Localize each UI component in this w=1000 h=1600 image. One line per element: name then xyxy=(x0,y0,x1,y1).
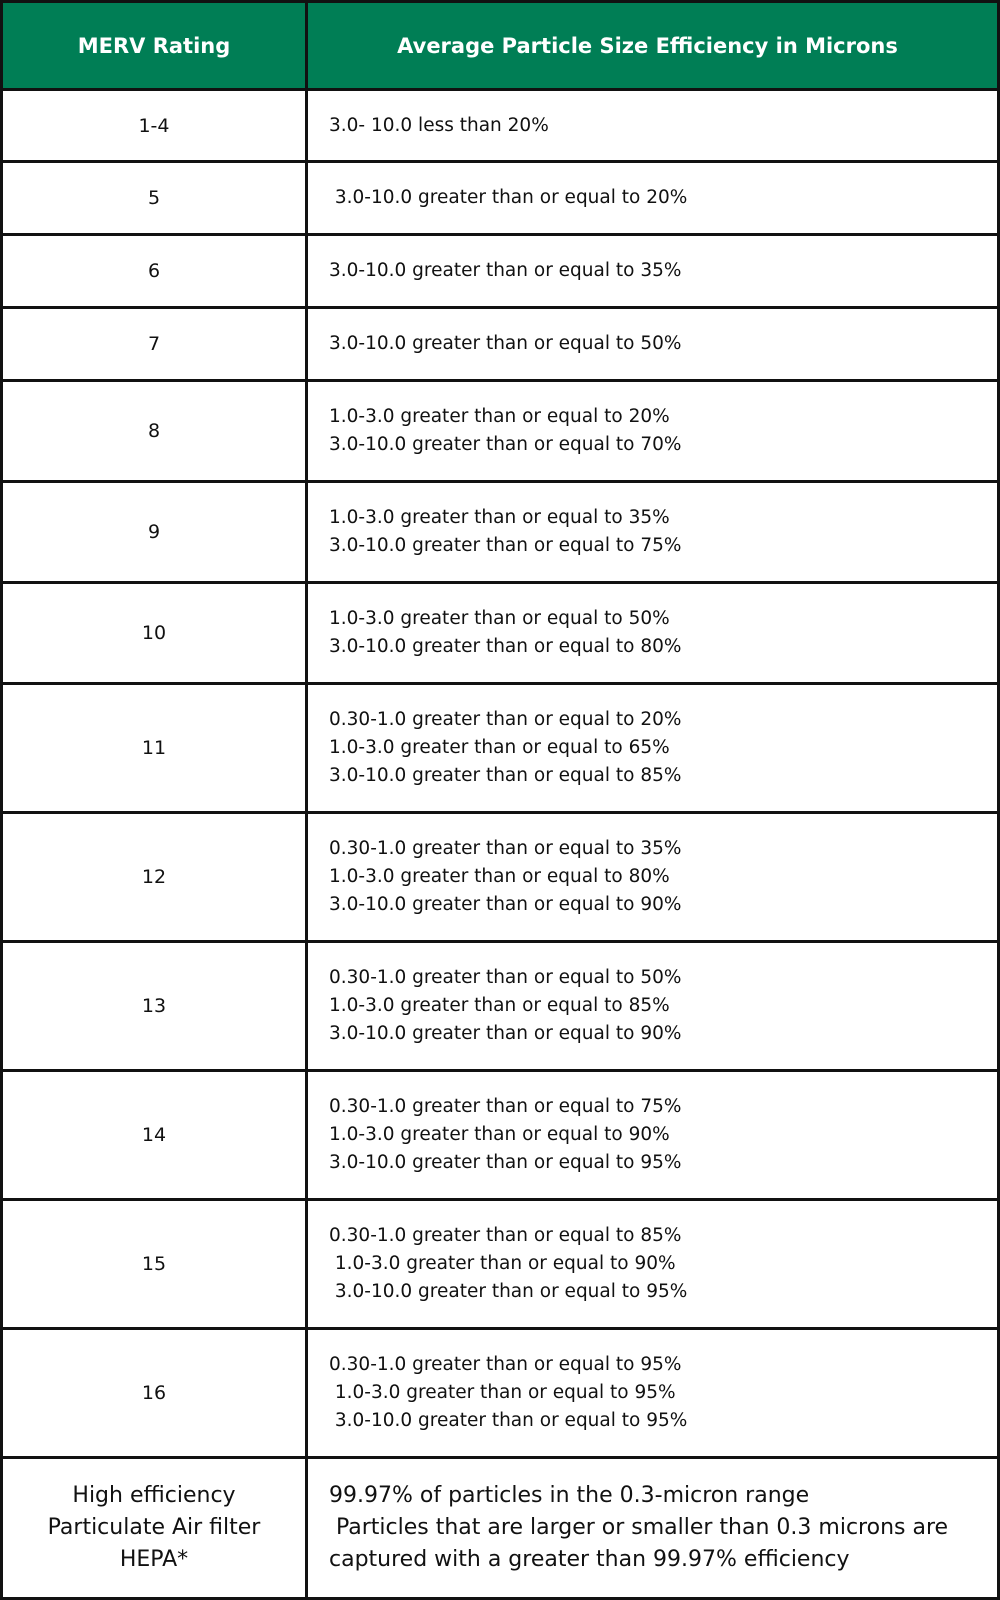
efficiency-line: 3.0-10.0 greater than or equal to 75% xyxy=(329,535,682,556)
merv-rating-cell: 13 xyxy=(3,943,308,1069)
hepa-description-cell xyxy=(308,1459,997,1597)
efficiency-line: 3.0-10.0 greater than or equal to 70% xyxy=(329,434,682,455)
hepa-description-line: captured with a greater than 99.97% efficiency xyxy=(329,1547,850,1572)
efficiency-line: 1.0-3.0 greater than or equal to 95% xyxy=(329,1382,676,1403)
table-row xyxy=(3,160,997,233)
hepa-label-line: HEPA* xyxy=(119,1547,189,1572)
efficiency-cell xyxy=(308,584,997,682)
efficiency-cell xyxy=(308,382,997,480)
table-row xyxy=(3,480,997,581)
table-row xyxy=(3,379,997,480)
efficiency-cell xyxy=(308,91,997,160)
efficiency-line: 3.0-10.0 greater than or equal to 90% xyxy=(329,1023,682,1044)
efficiency-line: 1.0-3.0 greater than or equal to 35% xyxy=(329,507,670,528)
merv-rating-cell: 1-4 xyxy=(3,91,308,160)
efficiency-cell xyxy=(308,943,997,1069)
efficiency-line: 3.0-10.0 greater than or equal to 50% xyxy=(329,333,682,354)
efficiency-line: 0.30-1.0 greater than or equal to 20% xyxy=(329,709,682,730)
efficiency-line: 1.0-3.0 greater than or equal to 80% xyxy=(329,866,670,887)
merv-rating-cell: 8 xyxy=(3,382,308,480)
merv-rating-cell: 9 xyxy=(3,483,308,581)
table-row-hepa xyxy=(3,1456,997,1597)
merv-rating-cell: 5 xyxy=(3,163,308,233)
merv-rating-cell: 16 xyxy=(3,1330,308,1456)
table-row xyxy=(3,682,997,811)
merv-rating-cell: 10 xyxy=(3,584,308,682)
efficiency-cell xyxy=(308,236,997,306)
table-row xyxy=(3,1198,997,1327)
efficiency-line: 3.0-10.0 greater than or equal to 95% xyxy=(329,1281,688,1302)
efficiency-line: 1.0-3.0 greater than or equal to 20% xyxy=(329,406,670,427)
efficiency-line: 0.30-1.0 greater than or equal to 95% xyxy=(329,1354,682,1375)
table-row xyxy=(3,233,997,306)
merv-rating-cell: 7 xyxy=(3,309,308,379)
table-row xyxy=(3,1327,997,1456)
hepa-description-line: Particles that are larger or smaller than 0.3 microns are xyxy=(329,1515,949,1540)
efficiency-cell xyxy=(308,1072,997,1198)
table-header-row xyxy=(3,3,997,88)
efficiency-line: 0.30-1.0 greater than or equal to 35% xyxy=(329,838,682,859)
table-row xyxy=(3,811,997,940)
table-row xyxy=(3,581,997,682)
efficiency-line: 1.0-3.0 greater than or equal to 65% xyxy=(329,737,670,758)
hepa-label-cell xyxy=(3,1459,308,1597)
merv-rating-cell: 6 xyxy=(3,236,308,306)
hepa-label-line: High efficiency xyxy=(72,1483,236,1508)
efficiency-cell xyxy=(308,309,997,379)
efficiency-line: 3.0-10.0 greater than or equal to 80% xyxy=(329,636,682,657)
hepa-label-line: Particulate Air filter xyxy=(47,1515,261,1540)
table-row xyxy=(3,940,997,1069)
efficiency-line: 3.0-10.0 greater than or equal to 35% xyxy=(329,260,682,281)
header-merv-rating: MERV Rating xyxy=(3,3,308,88)
efficiency-line: 3.0-10.0 greater than or equal to 20% xyxy=(329,187,688,208)
merv-rating-cell: 15 xyxy=(3,1201,308,1327)
efficiency-cell xyxy=(308,1330,997,1456)
efficiency-line: 1.0-3.0 greater than or equal to 90% xyxy=(329,1253,676,1274)
efficiency-line: 1.0-3.0 greater than or equal to 90% xyxy=(329,1124,670,1145)
header-particle-efficiency: Average Particle Size Efficiency in Microns xyxy=(308,3,997,88)
efficiency-line: 0.30-1.0 greater than or equal to 50% xyxy=(329,967,682,988)
efficiency-line: 0.30-1.0 greater than or equal to 85% xyxy=(329,1225,682,1246)
efficiency-line: 1.0-3.0 greater than or equal to 85% xyxy=(329,995,670,1016)
efficiency-line: 3.0- 10.0 less than 20% xyxy=(329,114,549,136)
table-row xyxy=(3,306,997,379)
hepa-description-line: 99.97% of particles in the 0.3-micron range xyxy=(329,1483,810,1508)
efficiency-line: 3.0-10.0 greater than or equal to 85% xyxy=(329,765,682,786)
efficiency-cell xyxy=(308,1201,997,1327)
efficiency-line: 1.0-3.0 greater than or equal to 50% xyxy=(329,608,670,629)
efficiency-cell xyxy=(308,814,997,940)
merv-rating-cell: 11 xyxy=(3,685,308,811)
efficiency-line: 3.0-10.0 greater than or equal to 95% xyxy=(329,1152,682,1173)
efficiency-cell xyxy=(308,483,997,581)
efficiency-cell xyxy=(308,163,997,233)
merv-rating-cell: 12 xyxy=(3,814,308,940)
efficiency-line: 3.0-10.0 greater than or equal to 90% xyxy=(329,894,682,915)
merv-rating-cell: 14 xyxy=(3,1072,308,1198)
table-row xyxy=(3,88,997,160)
table-row xyxy=(3,1069,997,1198)
efficiency-line: 3.0-10.0 greater than or equal to 95% xyxy=(329,1410,688,1431)
efficiency-cell xyxy=(308,685,997,811)
efficiency-line: 0.30-1.0 greater than or equal to 75% xyxy=(329,1096,682,1117)
